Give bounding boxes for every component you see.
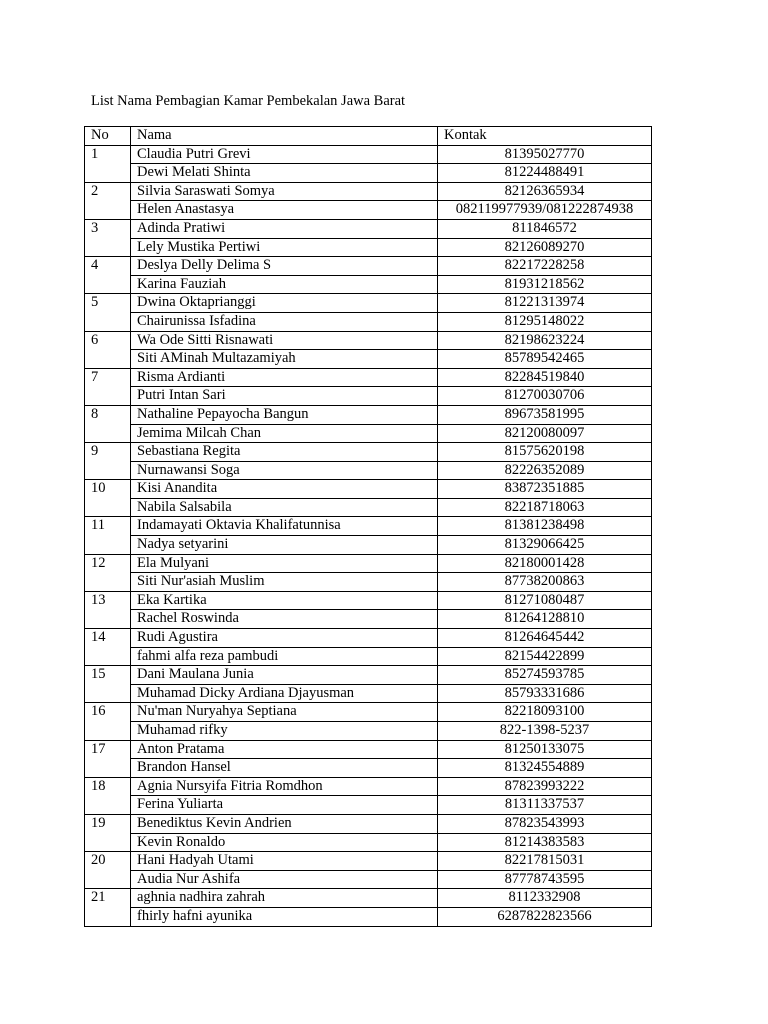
- table-row: [85, 238, 652, 257]
- table-row: [85, 870, 652, 889]
- member-contact: 82284519840: [438, 368, 652, 387]
- member-contact: 87738200863: [438, 573, 652, 592]
- table-row: [85, 759, 652, 778]
- table-row: [85, 889, 652, 908]
- member-contact: 81250133075: [438, 740, 652, 759]
- member-name: Ela Mulyani: [131, 554, 438, 573]
- table-row: [85, 517, 652, 536]
- member-contact: 81270030706: [438, 387, 652, 406]
- member-contact: 81271080487: [438, 591, 652, 610]
- member-contact: 81324554889: [438, 759, 652, 778]
- member-contact: 87823993222: [438, 777, 652, 796]
- room-number: 18: [85, 777, 131, 814]
- table-row: [85, 777, 652, 796]
- table-row: [85, 424, 652, 443]
- table-row: [85, 461, 652, 480]
- member-name: Nabila Salsabila: [131, 498, 438, 517]
- member-name: Nu'man Nuryahya Septiana: [131, 703, 438, 722]
- member-name: Lely Mustika Pertiwi: [131, 238, 438, 257]
- member-name: Risma Ardianti: [131, 368, 438, 387]
- member-name: Nadya setyarini: [131, 536, 438, 555]
- member-contact: 8112332908: [438, 889, 652, 908]
- table-row: [85, 536, 652, 555]
- table-row: [85, 554, 652, 573]
- member-contact: 822-1398-5237: [438, 722, 652, 741]
- member-contact: 85793331686: [438, 684, 652, 703]
- table-body: [85, 145, 652, 926]
- room-number: 14: [85, 629, 131, 666]
- table-row: [85, 814, 652, 833]
- member-name: Kevin Ronaldo: [131, 833, 438, 852]
- room-number: 7: [85, 368, 131, 405]
- table-row: [85, 201, 652, 220]
- member-contact: 85789542465: [438, 350, 652, 369]
- member-name: Hani Hadyah Utami: [131, 852, 438, 871]
- member-contact: 81575620198: [438, 443, 652, 462]
- member-contact: 81224488491: [438, 164, 652, 183]
- table-row: [85, 907, 652, 926]
- member-name: Muhamad Dicky Ardiana Djayusman: [131, 684, 438, 703]
- room-number: 5: [85, 294, 131, 331]
- member-contact: 82154422899: [438, 647, 652, 666]
- member-contact: 82126365934: [438, 182, 652, 201]
- member-contact: 81395027770: [438, 145, 652, 164]
- member-name: Nurnawansi Soga: [131, 461, 438, 480]
- member-name: Sebastiana Regita: [131, 443, 438, 462]
- member-name: Helen Anastasya: [131, 201, 438, 220]
- member-name: Ferina Yuliarta: [131, 796, 438, 815]
- table-row: [85, 684, 652, 703]
- room-number: 4: [85, 257, 131, 294]
- member-name: Anton Pratama: [131, 740, 438, 759]
- member-contact: 81329066425: [438, 536, 652, 555]
- member-contact: 82180001428: [438, 554, 652, 573]
- member-name: Rachel Roswinda: [131, 610, 438, 629]
- room-number: 9: [85, 443, 131, 480]
- member-contact: 87778743595: [438, 870, 652, 889]
- member-name: Deslya Delly Delima S: [131, 257, 438, 276]
- table-row: [85, 573, 652, 592]
- member-name: Wa Ode Sitti Risnawati: [131, 331, 438, 350]
- member-name: Chairunissa Isfadina: [131, 312, 438, 331]
- room-number: 11: [85, 517, 131, 554]
- member-contact: 82126089270: [438, 238, 652, 257]
- member-contact: 85274593785: [438, 666, 652, 685]
- room-number: 17: [85, 740, 131, 777]
- member-contact: 6287822823566: [438, 907, 652, 926]
- member-name: Audia Nur Ashifa: [131, 870, 438, 889]
- member-name: Muhamad rifky: [131, 722, 438, 741]
- table-row: [85, 480, 652, 499]
- member-name: Karina Fauziah: [131, 275, 438, 294]
- table-row: [85, 294, 652, 313]
- table-row: [85, 852, 652, 871]
- room-number: 3: [85, 219, 131, 256]
- room-number: 13: [85, 591, 131, 628]
- table-row: [85, 591, 652, 610]
- member-name: Agnia Nursyifa Fitria Romdhon: [131, 777, 438, 796]
- room-number: 20: [85, 852, 131, 889]
- member-contact: 82120080097: [438, 424, 652, 443]
- room-number: 21: [85, 889, 131, 926]
- room-number: 2: [85, 182, 131, 219]
- room-number: 10: [85, 480, 131, 517]
- member-name: Kisi Anandita: [131, 480, 438, 499]
- room-number: 16: [85, 703, 131, 740]
- room-number: 19: [85, 814, 131, 851]
- member-name: Putri Intan Sari: [131, 387, 438, 406]
- table-row: [85, 647, 652, 666]
- table-row: [85, 722, 652, 741]
- room-number: 12: [85, 554, 131, 591]
- member-name: fhirly hafni ayunika: [131, 907, 438, 926]
- table-row: [85, 182, 652, 201]
- table-row: [85, 703, 652, 722]
- member-contact: 81381238498: [438, 517, 652, 536]
- member-contact: 81311337537: [438, 796, 652, 815]
- member-contact: 89673581995: [438, 405, 652, 424]
- member-name: Eka Kartika: [131, 591, 438, 610]
- member-name: Brandon Hansel: [131, 759, 438, 778]
- member-contact: 81264128810: [438, 610, 652, 629]
- table-row: [85, 666, 652, 685]
- table-row: [85, 368, 652, 387]
- member-name: Nathaline Pepayocha Bangun: [131, 405, 438, 424]
- member-name: Indamayati Oktavia Khalifatunnisa: [131, 517, 438, 536]
- room-number: 6: [85, 331, 131, 368]
- room-number: 8: [85, 405, 131, 442]
- member-contact: 81264645442: [438, 629, 652, 648]
- member-name: Rudi Agustira: [131, 629, 438, 648]
- member-name: Jemima Milcah Chan: [131, 424, 438, 443]
- table-row: [85, 443, 652, 462]
- room-number: 1: [85, 145, 131, 182]
- table-row: [85, 312, 652, 331]
- member-contact: 81214383583: [438, 833, 652, 852]
- member-name: Benediktus Kevin Andrien: [131, 814, 438, 833]
- member-name: Dwina Oktaprianggi: [131, 294, 438, 313]
- member-contact: 811846572: [438, 219, 652, 238]
- member-contact: 82217228258: [438, 257, 652, 276]
- member-contact: 83872351885: [438, 480, 652, 499]
- table-row: [85, 498, 652, 517]
- table-header-row: [85, 127, 652, 146]
- member-name: Adinda Pratiwi: [131, 219, 438, 238]
- member-contact: 82226352089: [438, 461, 652, 480]
- table-row: [85, 331, 652, 350]
- table-row: [85, 219, 652, 238]
- table-row: [85, 629, 652, 648]
- member-contact: 82217815031: [438, 852, 652, 871]
- table-row: [85, 833, 652, 852]
- member-contact: 81931218562: [438, 275, 652, 294]
- table-row: [85, 740, 652, 759]
- member-contact: 082119977939/081222874938: [438, 201, 652, 220]
- member-name: Siti Nur'asiah Muslim: [131, 573, 438, 592]
- member-name: fahmi alfa reza pambudi: [131, 647, 438, 666]
- member-name: Silvia Saraswati Somya: [131, 182, 438, 201]
- table-row: [85, 796, 652, 815]
- member-name: aghnia nadhira zahrah: [131, 889, 438, 908]
- header-no: No: [85, 127, 131, 146]
- member-name: Siti AMinah Multazamiyah: [131, 350, 438, 369]
- member-contact: 82218093100: [438, 703, 652, 722]
- member-name: Dani Maulana Junia: [131, 666, 438, 685]
- member-name: Dewi Melati Shinta: [131, 164, 438, 183]
- table-row: [85, 145, 652, 164]
- table-row: [85, 257, 652, 276]
- table-row: [85, 405, 652, 424]
- document-title: List Nama Pembagian Kamar Pembekalan Jawa Barat: [91, 93, 406, 109]
- table-row: [85, 164, 652, 183]
- member-contact: 81221313974: [438, 294, 652, 313]
- header-kontak: Kontak: [438, 127, 652, 146]
- member-name: Claudia Putri Grevi: [131, 145, 438, 164]
- member-contact: 81295148022: [438, 312, 652, 331]
- header-nama: Nama: [131, 127, 438, 146]
- table-row: [85, 387, 652, 406]
- room-table: [84, 126, 652, 927]
- room-number: 15: [85, 666, 131, 703]
- member-contact: 87823543993: [438, 814, 652, 833]
- member-contact: 82198623224: [438, 331, 652, 350]
- table-row: [85, 610, 652, 629]
- table-row: [85, 350, 652, 369]
- table-row: [85, 275, 652, 294]
- member-contact: 82218718063: [438, 498, 652, 517]
